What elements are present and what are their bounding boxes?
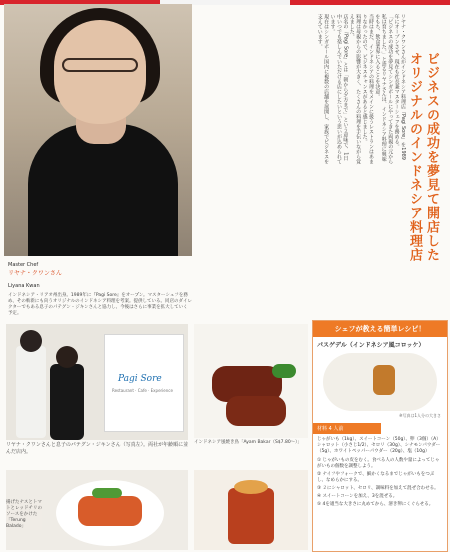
recipe-title: パスゲデル（インドネシア風コロッケ） [317,342,425,349]
chef-name-english: Liyana Kwan [8,283,40,289]
chef-name-japanese: リヤナ・クワンさん [8,270,62,277]
recipe-photo [323,353,437,411]
article-headline: ビジネスの成功を夢見て開店した オリジナルのインドネシア料理店 [407,52,439,262]
person-son [16,346,46,438]
food-photo-ayam [194,324,308,438]
recipe-step: ① じゃがいもの皮をむく。食べる人の人数や量によってじゃがいもの個数を調整しよう。 [317,458,440,469]
chef-portrait-photo [4,4,192,256]
article-paragraph: 「ビジネスの成功を夢見てシンガポールにやってきた両親の元から私は育ちました。」と語るリヤナさんは、インドネシア料理に興味をもち、飲食業界に入ることを決意。 [374,14,394,164]
person-chef [50,364,84,440]
article-paragraph: 店名の『Pagi Sore』とは「朝から夕方まで」という意味で、1日中いつでも楽しんでいただける店にしたいという思いが込められています。 [329,14,349,164]
food-stack-top [234,480,268,494]
food-caption-terung: 揚げたナスとトマトとレッドチリのソースをかけた「Terung Balado」 [6,500,42,529]
chef-glasses [62,58,138,72]
restaurant-photo-caption: リヤナ・クワンさんと息子のパテグン・ジキンさん（写真左）。両社が年齢順に並んだ店内。 [6,442,189,455]
croquette-stack [373,365,395,395]
chef-role: Master Chef [8,262,39,268]
person-son-head [20,330,42,352]
recipe-step: ⑤ 4を適当な大きさに丸めてから、溶き卵にくぐらせる。 [317,502,434,507]
portrait-caption [8,262,192,317]
article-body [196,14,406,314]
recipe-box [312,320,448,552]
garnish-leaf [272,364,296,378]
person-chef-head [56,346,78,368]
food-caption-ayam: インドネシア風焼き鳥「Ayam Bakar（S$7.80～）」 [194,440,302,445]
recipe-header: シェフが教える簡単レシピ！ [313,321,447,337]
restaurant-tagline: Restaurant · Cafe · Experience [112,388,173,393]
article-paragraph: 当時はまだ、インドネシアの料理をメインに扱うレストランはあまりなかったので、ビジネスチャンスがあると感じました。 [361,14,374,164]
recipe-photo-note: ※写真は1人分の大きさ [399,413,441,418]
recipe-step: ④ スイートコーンを加え、3を混ぜる。 [317,494,398,499]
restaurant-photo [6,324,188,440]
chef-face [54,20,146,124]
article-paragraph: リヤナ・クワンさんがインドネシア料理店『Pagi Sore』を1989年にオープンさせ、現在も社長兼マスターシェフを務める。 [393,14,406,160]
article-paragraph: 料理は母親からの影響が大きく、たくさんの料理を手伝いながら覚えました。 [348,14,362,164]
recipe-step: ② ナイフやフォークで、細かくなるまでじゃがいもをつぶし、なめらかにする。 [317,472,435,483]
recipe-steps [313,458,447,508]
food-photo-stack [194,470,308,550]
restaurant-logo: Pagi Sore [118,374,162,384]
eggplant-dish [78,496,142,526]
ingredients-label: 材料 4 人前 [313,423,381,434]
food-stack [228,488,274,544]
ingredients-list: じゃがいも（1kg）、スイートコーン（50g）、卵（3個）（A）シャロット（小さじ1/2）、セロリ（30g）、シナモンパウダー（5g）、ホワイトペッパーパウダー（20g）、塩（10g） [317,437,441,454]
herb-garnish [92,488,122,498]
chef-bio: インドネシア・リアオ州出身。1989年に『Pagi Sore』をオープン。マスターシェフを務め、その斬新にも向うオリジナルのインドネシア料理を考案。提供している。同店のダイレクターでもある息子のパテグン・ジキンさんと協力し、今後はさらに事業を拡大していく予定。 [8,293,192,316]
recipe-step: ③ ２にシャロット、セロリ、調味料を加えて混ぜ合わせる。 [317,486,439,491]
article-paragraph: 現在はシンガポール国内に複数の店舗を展開し、家族でビジネスを支えています。 [316,14,330,164]
grilled-chicken-2 [226,396,286,426]
